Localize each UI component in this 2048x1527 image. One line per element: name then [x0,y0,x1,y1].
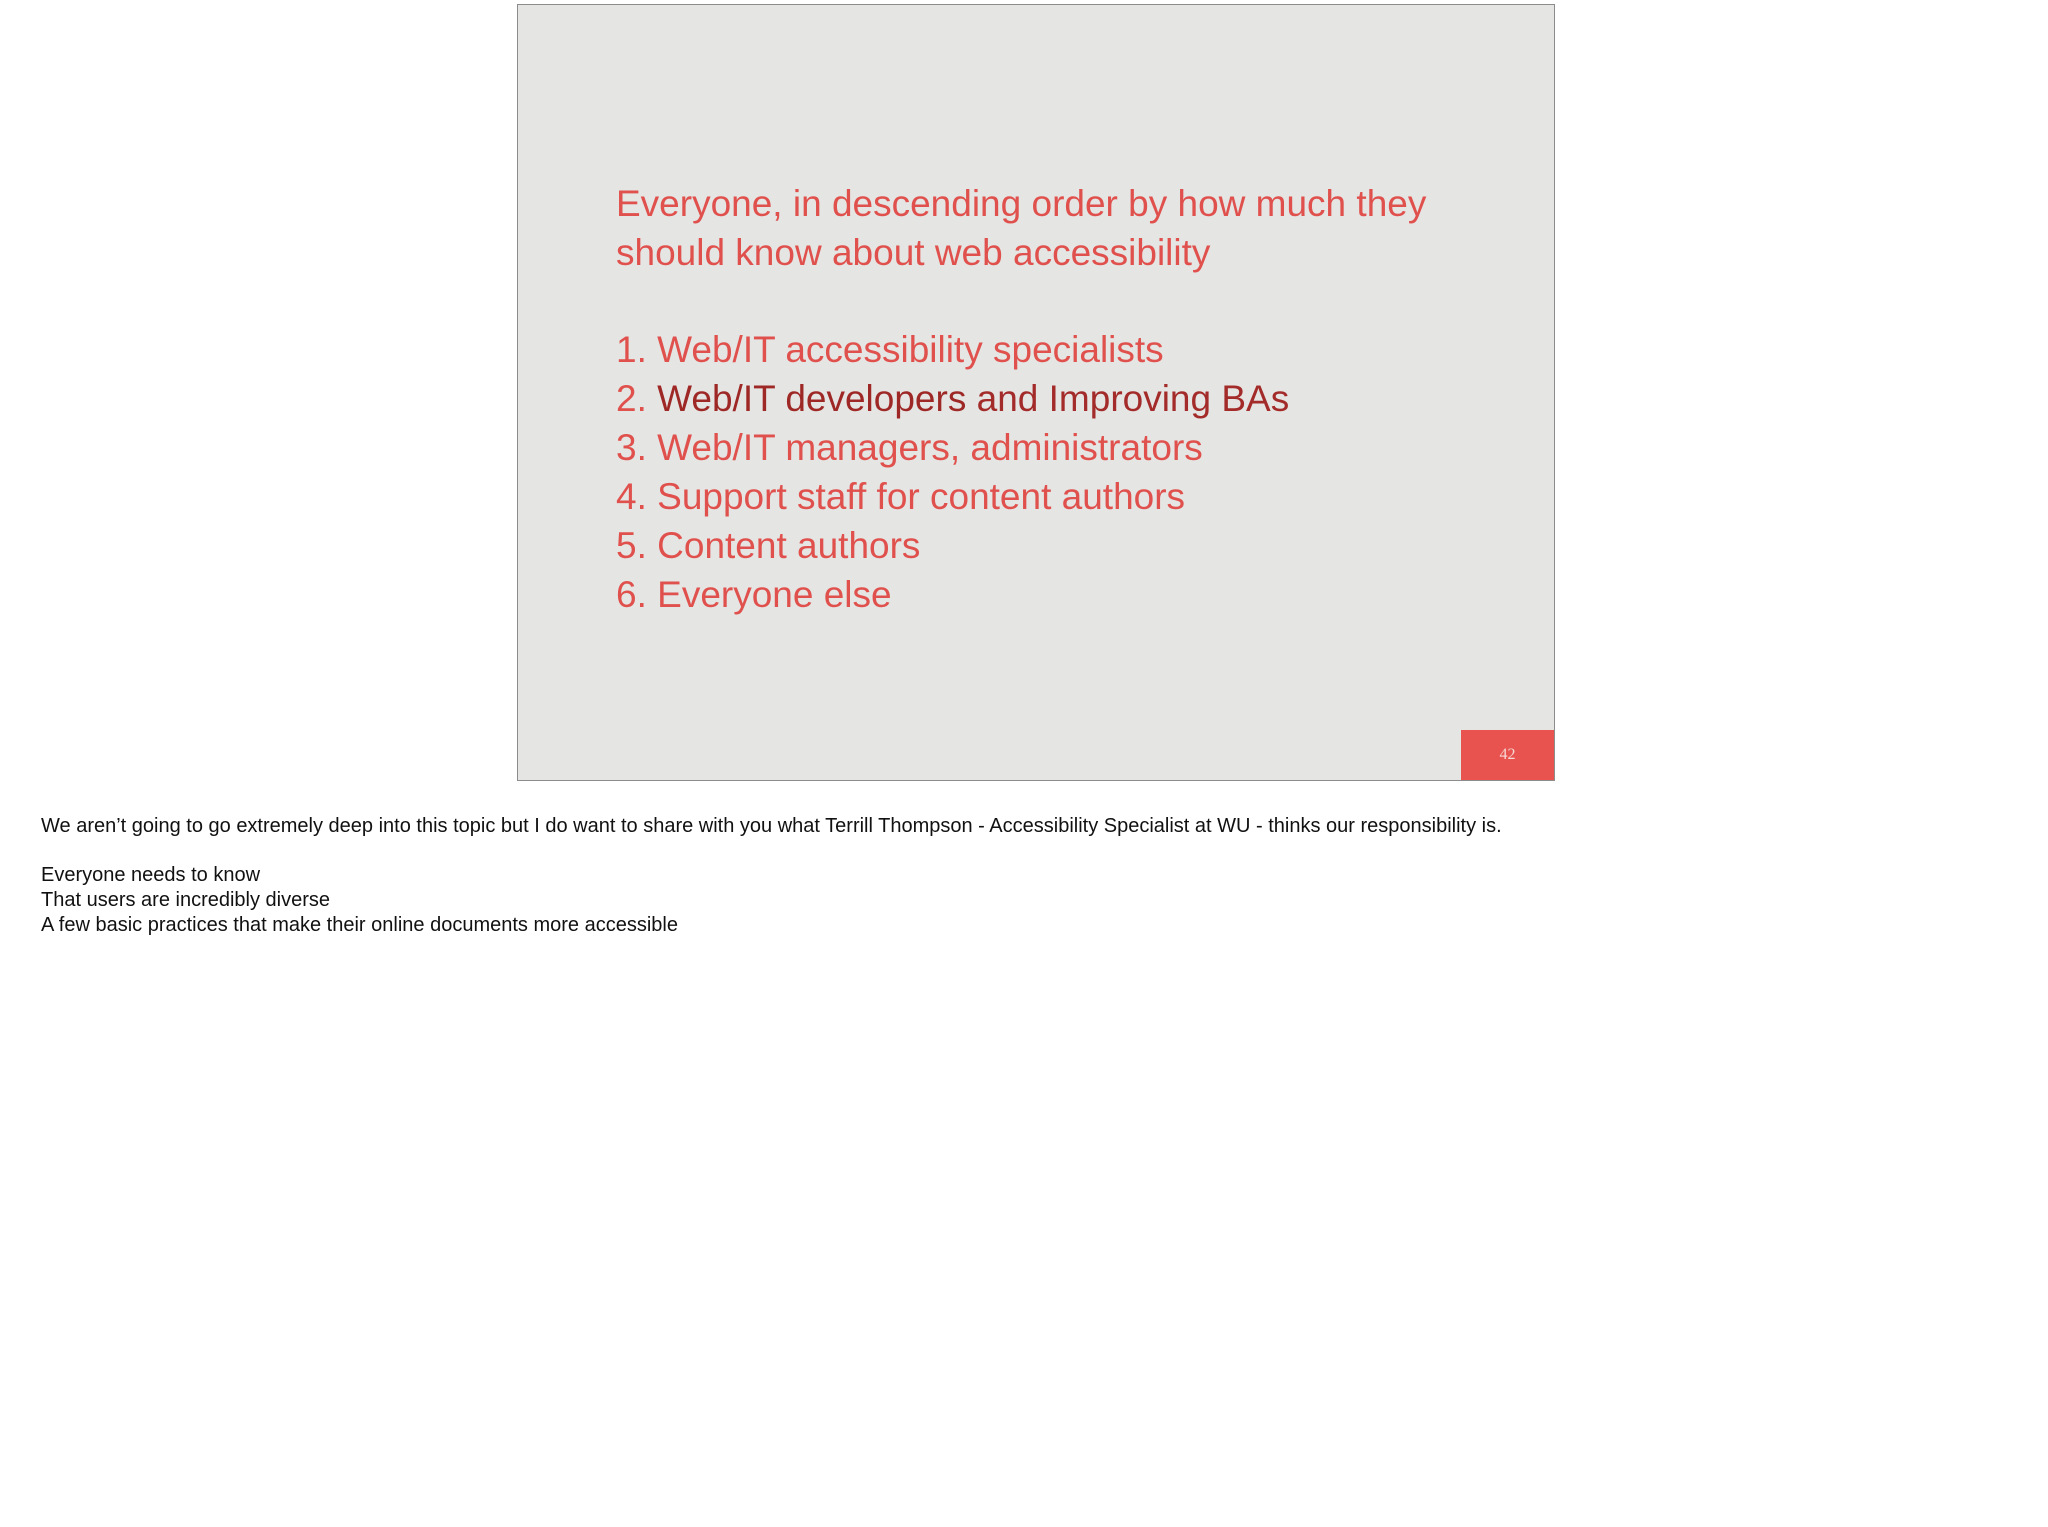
list-item-highlighted [616,374,1516,423]
slide-page-number: 42 [1461,730,1554,780]
notes-line: That users are incredibly diverse [41,889,331,911]
list-item-number: 1. [616,329,647,370]
list-item-text: Web/IT managers, administrators [657,427,1203,468]
notes-spacer [41,839,2001,863]
slide-heading [616,179,1516,277]
list-item-number: 2. [616,378,647,419]
slide-heading-line-2: should know about web accessibility [616,232,1211,273]
notes-paragraph: We aren’t going to go extremely deep into this topic but I do want to share with you what Terrill Thompson - Accessibility Specialist at WU - thinks our responsibility is. [41,815,1502,837]
list-item-number: 6. [616,574,647,615]
list-item [616,570,1516,619]
slide-list [616,325,1516,619]
list-item [616,423,1516,472]
list-item-emphasis: Web/IT developers [657,378,967,419]
list-item-text: and Improving BAs [966,378,1290,419]
list-item-number: 5. [616,525,647,566]
list-item-number: 3. [616,427,647,468]
notes-line: A few basic practices that make their online documents more accessible [41,914,678,936]
list-item [616,521,1516,570]
list-item-text: Content authors [657,525,921,566]
list-item [616,325,1516,374]
list-item-text: Everyone else [657,574,892,615]
list-item-number: 4. [616,476,647,517]
speaker-notes [41,814,2001,938]
slide [517,4,1555,781]
list-item [616,472,1516,521]
list-item-text: Web/IT accessibility specialists [657,329,1164,370]
slide-content [616,179,1516,619]
list-item-text: Support staff for content authors [657,476,1186,517]
notes-line: Everyone needs to know [41,864,261,886]
slide-heading-line-1: Everyone, in descending order by how much they [616,183,1427,224]
